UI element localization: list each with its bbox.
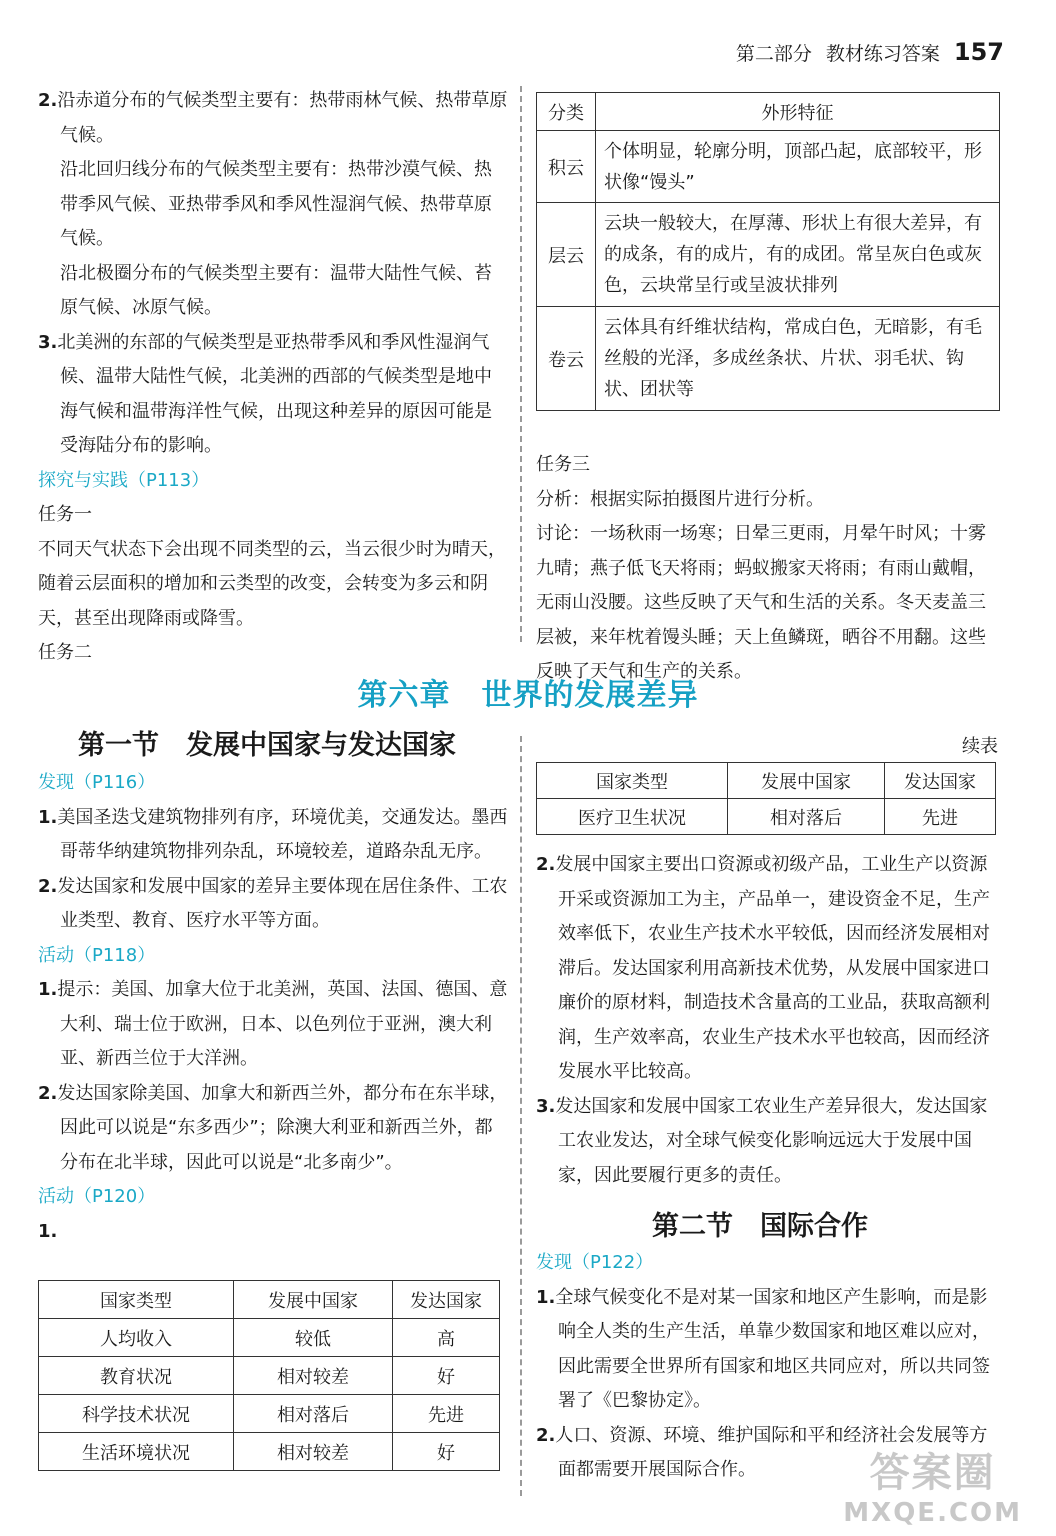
- table-cell: 好: [393, 1357, 500, 1395]
- table-cell: 人均收入: [39, 1319, 234, 1357]
- table-row: [39, 1395, 500, 1433]
- activity-item-2: 2.发达国家除美国、加拿大和新西兰外，都分布在东半球，因此可以说是“东多西少”；除澳大利亚和新西兰外，都分布在北半球，因此可以说是“北多南少”。: [38, 1082, 508, 1173]
- cloud-row: [537, 203, 1000, 307]
- table-cell: 高: [393, 1319, 500, 1357]
- continued-header-cell: 发展中国家: [728, 763, 885, 799]
- answer-item-2-para3: 沿北极圈分布的气候类型主要有：温带大陆性气候、苔原气候、冰原气候。: [60, 262, 492, 318]
- activity2-heading: 活动（P120）: [38, 1186, 156, 1207]
- cloud-desc: 个体明显，轮廓分明，顶部凸起，底部较平，形状像“馒头”: [596, 131, 1000, 203]
- table-cell: 教育状况: [39, 1357, 234, 1395]
- watermark: [843, 1441, 1022, 1528]
- continued-header-cell: 发达国家: [885, 763, 996, 799]
- explore-heading: 探究与实践（P113）: [38, 469, 210, 491]
- table-cell: 先进: [393, 1395, 500, 1433]
- task2-label: 任务二: [38, 642, 92, 663]
- cloud-desc: 云体具有纤维状结构，常成白色，无暗影，有毛丝般的光泽，多成丝条状、片状、羽毛状、钩状、团状等: [596, 307, 1000, 411]
- page-number: 157: [953, 38, 1004, 66]
- cloud-header-desc: 外形特征: [596, 93, 1000, 131]
- cloud-type: 层云: [537, 203, 596, 307]
- answer-item-3: 3.北美洲的东部的气候类型是亚热带季风和季风性湿润气候、温带大陆性气候，北美洲的西部的气候类型是地中海气候和温带海洋性气候，出现这种差异的原因可能是受海陆分布的影响。: [38, 331, 492, 456]
- comparison-table: [38, 1280, 500, 1471]
- task1-text: 不同天气状态下会出现不同类型的云，当云很少时为晴天，随着云层面积的增加和云类型的改变，会转变为多云和阴天，甚至出现降雨或降雪。: [38, 538, 506, 629]
- table-cell: 先进: [885, 799, 996, 835]
- comparison-header-cell: 发达国家: [393, 1281, 500, 1319]
- comparison-header-cell: 国家类型: [39, 1281, 234, 1319]
- header-part: 第二部分: [735, 43, 812, 65]
- table-cell: 相对落后: [728, 799, 885, 835]
- cloud-header-type: 分类: [537, 93, 596, 131]
- column-divider-bottom: [520, 736, 522, 1496]
- top-right-column: [536, 448, 1002, 690]
- activity-item-1: 1.提示：美国、加拿大位于北美洲，英国、法国、德国、意大利、瑞士位于欧洲，日本、以色列位于亚洲，澳大利亚、新西兰位于大洋洲。: [38, 979, 508, 1069]
- bottom-left-column: [38, 766, 508, 1249]
- table-cell: 生活环境状况: [39, 1433, 234, 1471]
- table-row: [39, 1319, 500, 1357]
- activity-heading: 活动（P118）: [38, 944, 156, 966]
- cloud-row: [537, 131, 1000, 203]
- discover2-heading: 发现（P122）: [536, 1252, 654, 1273]
- continued-table: [536, 762, 996, 835]
- table-row: [39, 1357, 500, 1395]
- table-cell: 相对较差: [234, 1433, 393, 1471]
- table-cell: 医疗卫生状况: [537, 799, 728, 835]
- activity2-item-2: 2.发展中国家主要出口资源或初级产品，工业生产以资源开采或资源加工为主，产品单一，建设资金不足，生产效率低下，农业生产技术水平较低，因而经济发展相对滞后。发达国家利用高新技术优势，从发展中国家进口廉价的原材料，制造技术含量高的工业品，获取高额利润，生产效率高，农业生产技术水平也较高，因而经济发展水平比较高。: [536, 854, 990, 1082]
- discover-item-2: 2.发达国家和发展中国家的差异主要体现在居住条件、工农业类型、教育、医疗水平等方面。: [38, 875, 508, 931]
- continued-header-cell: 国家类型: [537, 763, 728, 799]
- section1-title: 第一节 发展中国家与发达国家: [78, 730, 456, 761]
- header-section: 教材练习答案: [825, 43, 940, 65]
- table-row: [537, 799, 996, 835]
- column-divider-top: [520, 86, 522, 642]
- continued-header: [537, 763, 996, 799]
- cloud-type: 卷云: [537, 307, 596, 411]
- table-row: [39, 1433, 500, 1471]
- task3-label: 任务三: [536, 454, 590, 475]
- chapter-title: 第六章 世界的发展差异: [357, 678, 699, 713]
- discover2-item-2: 2.人口、资源、环境、维护国际和平和经济社会发展等方面都需要开展国际合作。: [536, 1424, 988, 1480]
- watermark-text: 答案圈: [869, 1450, 996, 1496]
- cloud-table: [536, 92, 1000, 411]
- task1-label: 任务一: [38, 504, 92, 525]
- page-header: [736, 38, 1004, 66]
- watermark-url: MXQE.COM: [843, 1498, 1022, 1528]
- discover2-item-1: 1.全球气候变化不是对某一国家和地区产生影响，而是影响全人类的生产生活，单靠少数国家和地区难以应对，因此需要全世界所有国家和地区共同应对，所以共同签署了《巴黎协定》。: [536, 1286, 990, 1411]
- discover-item-1: 1.美国圣迭戈建筑物排列有序，环境优美，交通发达。墨西哥蒂华纳建筑物排列杂乱，环境较差，道路杂乱无序。: [38, 806, 508, 862]
- discover-heading: 发现（P116）: [38, 772, 156, 793]
- table-cell: 科学技术状况: [39, 1395, 234, 1433]
- table-cell: 较低: [234, 1319, 393, 1357]
- activity2-item-1: 1.: [38, 1220, 58, 1242]
- section2-title: 第二节 国际合作: [652, 1211, 868, 1242]
- cloud-table-header: [537, 93, 1000, 131]
- comparison-header-cell: 发展中国家: [234, 1281, 393, 1319]
- cloud-desc: 云块一般较大，在厚薄、形状上有很大差异，有的成条，有的成片，有的成团。常呈灰白色或灰色，云块常呈行或呈波状排列: [596, 203, 1000, 307]
- cloud-row: [537, 307, 1000, 411]
- table-cell: 相对落后: [234, 1395, 393, 1433]
- table-cell: 好: [393, 1433, 500, 1471]
- answer-item-2: 2.沿赤道分布的气候类型主要有：热带雨林气候、热带草原气候。: [38, 90, 508, 146]
- task3-analysis: 分析：根据实际拍摄图片进行分析。: [536, 488, 824, 510]
- cloud-type: 积云: [537, 131, 596, 203]
- continued-label: 续表: [962, 736, 998, 757]
- top-left-column: [38, 84, 508, 671]
- table-cell: 相对较差: [234, 1357, 393, 1395]
- answer-item-2-para2: 沿北回归线分布的气候类型主要有：热带沙漠气候、热带季风气候、亚热带季风和季风性湿润气候、热带草原气候。: [60, 159, 492, 249]
- comparison-header: [39, 1281, 500, 1319]
- task3-discussion: 讨论：一场秋雨一场寒；日晕三更雨，月晕午时风；十雾九晴；燕子低飞天将雨；蚂蚁搬家天将雨；有雨山戴帽，无雨山没腰。这些反映了天气和生活的关系。冬天麦盖三层被，来年枕着馒头睡；天上鱼鳞斑，晒谷不用翻。这些反映了天气和生产的关系。: [536, 523, 986, 682]
- activity2-item-3: 3.发达国家和发展中国家工农业生产差异很大，发达国家工农业发达，对全球气候变化影响远远大于发展中国家，因此要履行更多的责任。: [536, 1095, 988, 1186]
- bottom-right-column: [536, 848, 1000, 1193]
